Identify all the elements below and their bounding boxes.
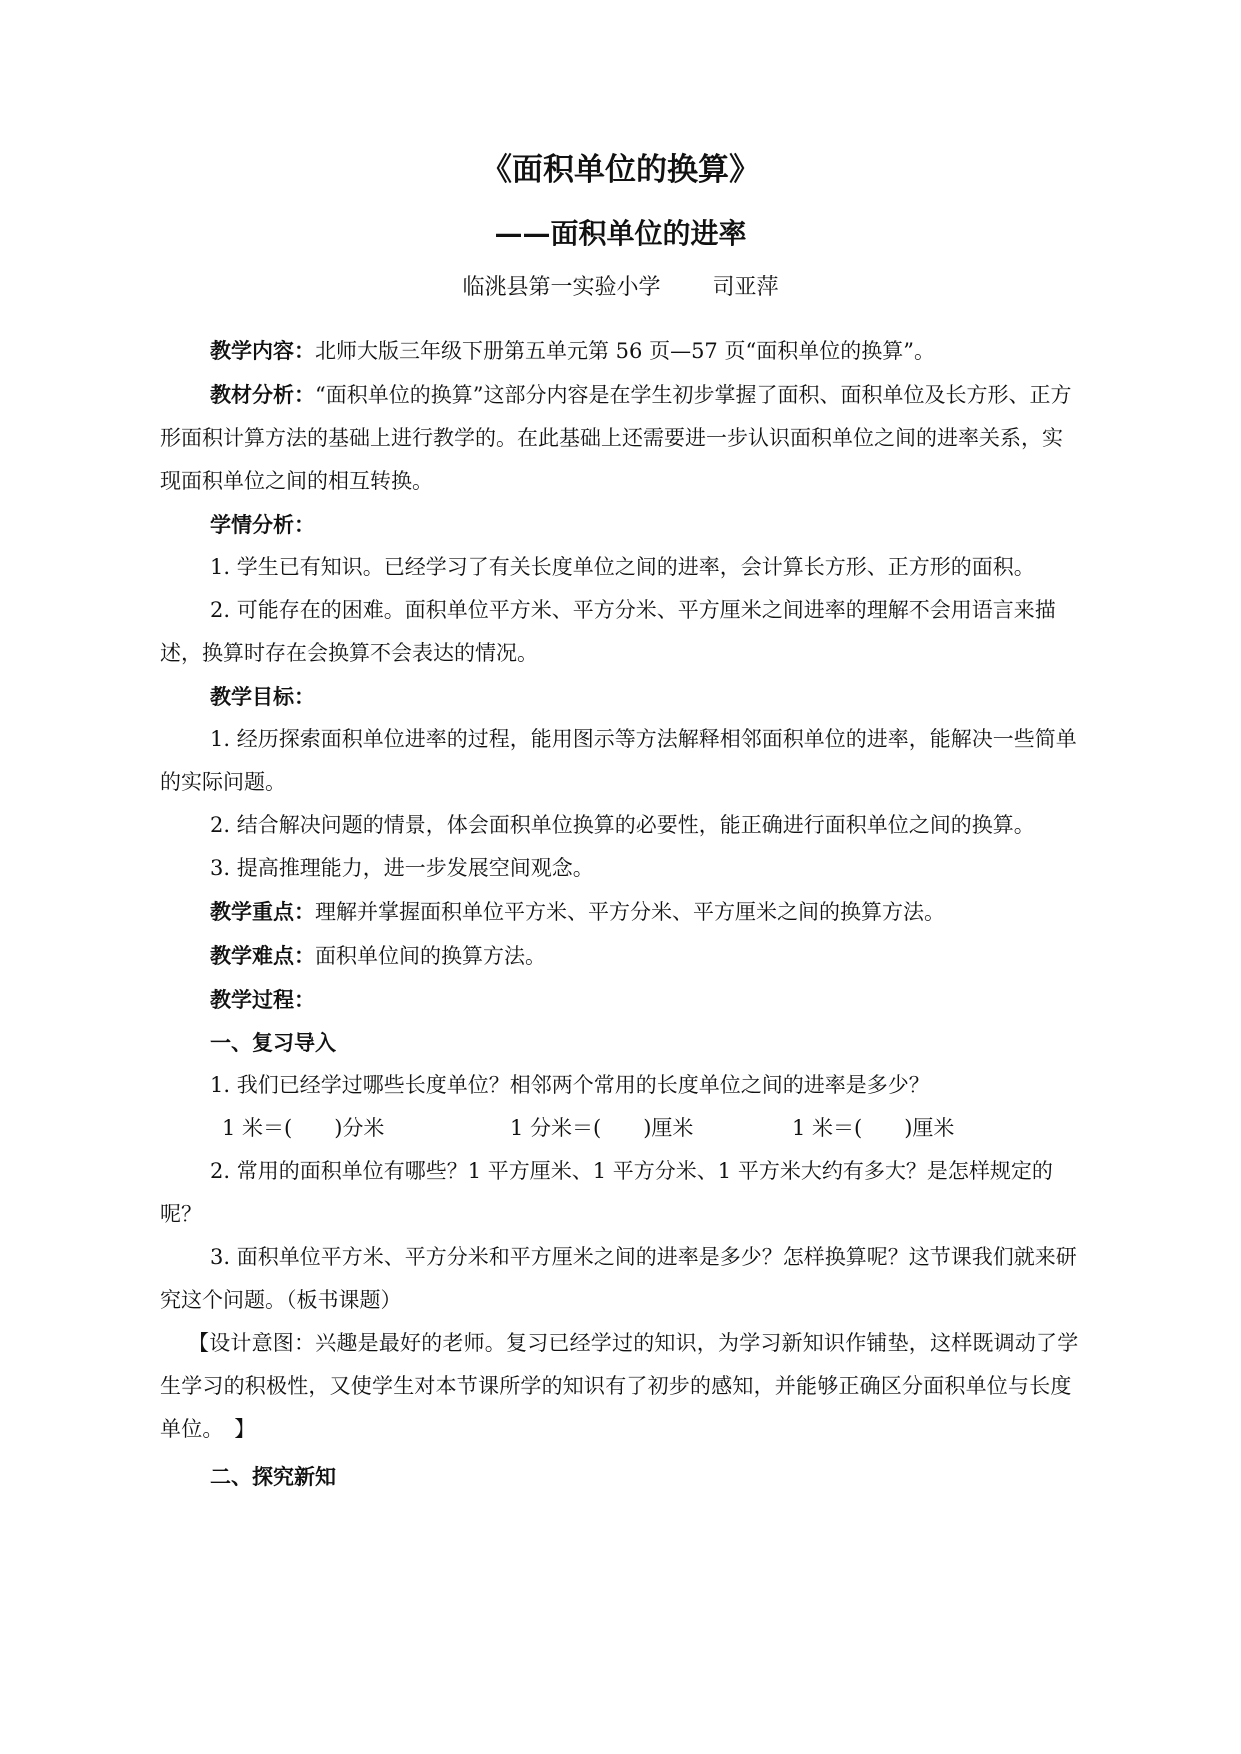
fill-blank-item: 1 分米＝( )厘米	[510, 1116, 694, 1140]
document-title: 《面积单位的换算》	[481, 152, 760, 188]
difficulty-label: 教学难点：	[210, 943, 315, 968]
teaching-goal-item: 1. 经历探索面积单位进率的过程，能用图示等方法解释相邻面积单位的进率，能解决一些简单的实际问题。	[160, 727, 1077, 794]
author-line	[0, 272, 1241, 304]
section-heading: 二、探究新知	[210, 1464, 336, 1489]
review-question: 1. 我们已经学过哪些长度单位？相邻两个常用的长度单位之间的进率是多少？	[210, 1073, 930, 1097]
school-name: 临洮县第一实验小学	[462, 275, 661, 300]
document-subtitle: ——面积单位的进率	[494, 217, 747, 250]
learner-analysis-heading: 学情分析：	[210, 512, 315, 537]
teaching-content-label: 教学内容：	[210, 338, 315, 363]
teaching-goal-item: 3. 提高推理能力，进一步发展空间观念。	[210, 856, 594, 880]
difficulty	[160, 934, 1082, 978]
key-point-label: 教学重点：	[210, 899, 315, 924]
review-question: 2. 常用的面积单位有哪些？1 平方厘米、1 平方分米、1 平方米大约有多大？是怎样规定的呢？	[160, 1159, 1053, 1226]
fill-blank-item: 1 米＝( )厘米	[792, 1116, 955, 1140]
teaching-content	[160, 329, 1082, 373]
material-analysis-label: 教材分析：	[210, 382, 315, 407]
teaching-goals-heading: 教学目标：	[210, 684, 315, 709]
author-name: 司亚萍	[712, 275, 779, 300]
teaching-goal-item: 2. 结合解决问题的情景，体会面积单位换算的必要性，能正确进行面积单位之间的换算。	[210, 813, 1035, 837]
design-intent-note: 【设计意图：兴趣是最好的老师。复习已经学过的知识，为学习新知识作铺垫，这样既调动了学生学习的积极性，又使学生对本节课所学的知识有了初步的感知，并能够正确区分面积单位与长度单位。 】	[160, 1331, 1079, 1441]
document-body	[160, 329, 1082, 1498]
teaching-process-heading: 教学过程：	[210, 987, 315, 1012]
material-analysis-text: “面积单位的换算”这部分内容是在学生初步掌握了面积、面积单位及长方形、正方形面积计算方法的基础上进行教学的。在此基础上还需要进一步认识面积单位之间的进率关系，实现面积单位之间的相互转换。	[160, 383, 1072, 493]
learner-analysis-item: 2. 可能存在的困难。面积单位平方米、平方分米、平方厘米之间进率的理解不会用语言来描述，换算时存在会换算不会表达的情况。	[160, 598, 1056, 665]
material-analysis	[160, 373, 1082, 503]
key-point-text: 理解并掌握面积单位平方米、平方分米、平方厘米之间的换算方法。	[315, 900, 945, 924]
difficulty-text: 面积单位间的换算方法。	[315, 944, 546, 968]
fill-blank-item: 1 米＝( )分米	[222, 1116, 385, 1140]
key-point	[160, 890, 1082, 934]
learner-analysis-item: 1. 学生已有知识。已经学习了有关长度单位之间的进率，会计算长方形、正方形的面积。	[210, 555, 1035, 579]
review-question: 3. 面积单位平方米、平方分米和平方厘米之间的进率是多少？怎样换算呢？这节课我们就来研究这个问题。（板书课题）	[160, 1245, 1077, 1312]
teaching-content-text: 北师大版三年级下册第五单元第 56 页—57 页“面积单位的换算”。	[315, 339, 935, 363]
section-heading: 一、复习导入	[210, 1030, 336, 1055]
fill-in-blanks-row	[160, 1107, 1082, 1150]
